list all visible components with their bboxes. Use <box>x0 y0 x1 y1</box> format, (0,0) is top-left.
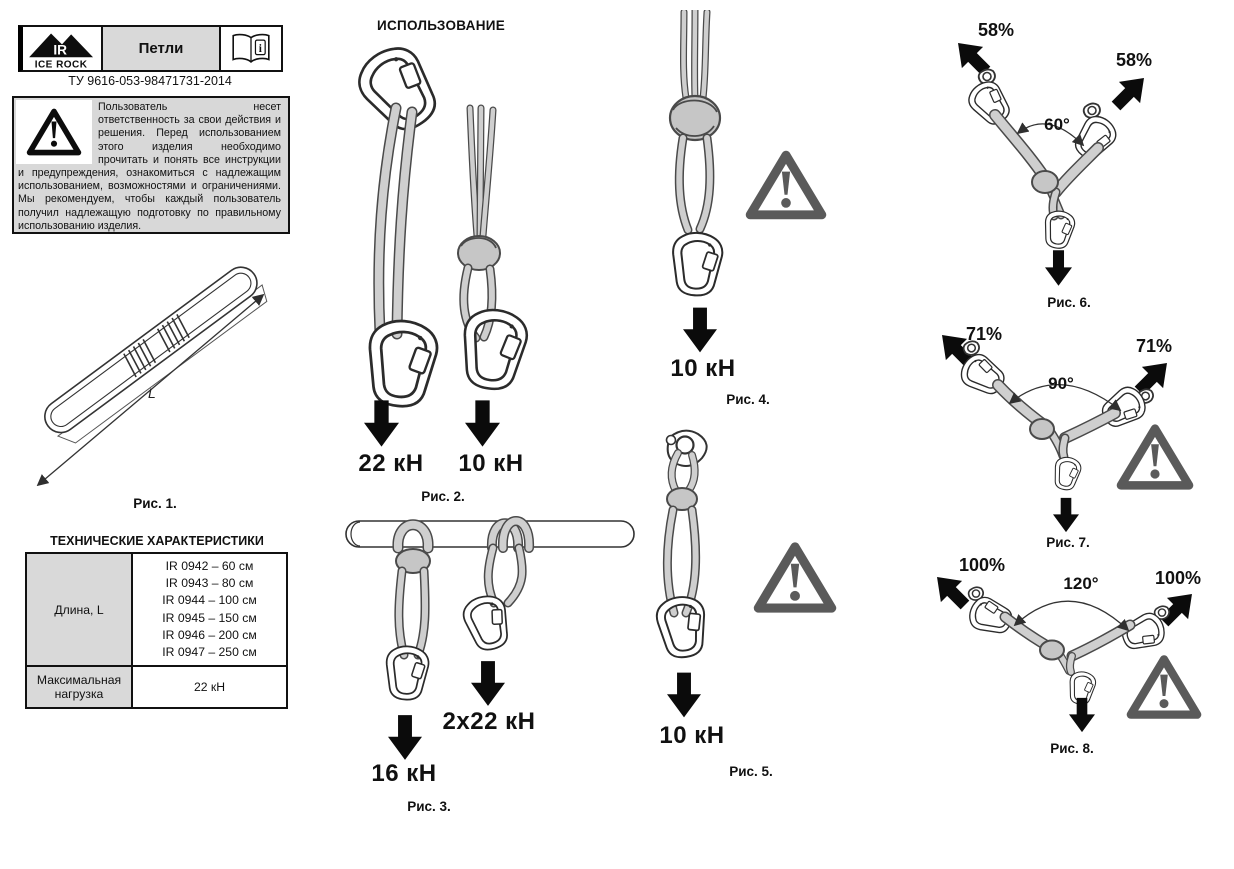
carabiner-icon <box>458 306 530 393</box>
figure8-right-pct: 100% <box>1154 568 1202 588</box>
bolt-hanger-icon <box>1084 103 1100 117</box>
warning-box <box>12 96 290 234</box>
logo-initials: IR <box>53 41 68 57</box>
figure8-caption: Рис. 8. <box>1050 741 1094 756</box>
length-label: Длина, L <box>27 554 133 665</box>
load-direction-arrow-icon <box>364 400 399 446</box>
figure2-drawing <box>340 38 550 450</box>
product-title: Петли <box>103 27 221 70</box>
carabiner-icon <box>349 38 448 141</box>
load-direction-arrow-icon <box>667 673 701 718</box>
figure1-sling-drawing <box>20 238 290 494</box>
length-value: IR 0947 – 250 см <box>162 645 257 660</box>
figure4-caption: Рис. 4. <box>726 392 770 407</box>
specs-row-length <box>27 554 286 665</box>
carabiner-icon <box>654 594 709 660</box>
length-value: IR 0943 – 80 см <box>165 576 254 591</box>
brand-logo <box>23 27 103 70</box>
length-value: IR 0944 – 100 см <box>162 593 257 608</box>
specs-table <box>25 552 288 709</box>
figure4-load: 10 кН <box>670 355 736 382</box>
standard-code: ТУ 9616-053-98471731-2014 <box>68 74 232 88</box>
max-load-label: Максимальная нагрузка <box>27 667 133 707</box>
carabiner-icon <box>384 645 430 701</box>
overhand-knot <box>670 96 720 140</box>
knot <box>1040 641 1064 660</box>
length-values <box>133 554 286 665</box>
warning-triangle-gray-icon <box>1131 659 1197 714</box>
figure6-left-pct: 58% <box>977 20 1015 40</box>
length-value: IR 0942 – 60 см <box>165 559 254 573</box>
usage-title: ИСПОЛЬЗОВАНИЕ <box>376 18 506 33</box>
figure7-right-pct: 71% <box>1135 336 1173 356</box>
figure5-caption: Рис. 5. <box>729 764 773 779</box>
figure2-caption: Рис. 2. <box>421 489 465 504</box>
manual-reference-cell <box>221 27 281 70</box>
length-value: IR 0946 – 200 см <box>162 627 257 642</box>
load-direction-arrow-icon <box>388 715 422 760</box>
ice-rock-mountain-logo-icon <box>26 28 98 70</box>
warning-text: Пользователь несет ответственность за свои действия и решения. Перед использованием этого изделия необходимо прочитать и понять все инструкции и предупреждения, ознакомиться с надлежащим использованием, возможностями и ограничениями. Мы рекомендуем, чтобы каждый пользователь получил надлежащую подготовку по правильному использованию изделия. <box>18 101 281 232</box>
carabiner-icon <box>1051 455 1083 492</box>
figure7-caption: Рис. 7. <box>1046 535 1090 550</box>
knot <box>458 236 500 270</box>
carabiner-icon <box>670 231 723 297</box>
figure7-drawing <box>930 325 1230 550</box>
figure3-load-left: 16 кН <box>371 760 437 787</box>
knot <box>1030 419 1054 439</box>
length-value: IR 0945 – 150 см <box>162 610 257 625</box>
load-direction-arrow-icon <box>471 661 505 706</box>
open-book-info-icon <box>228 32 274 66</box>
specs-title: ТЕХНИЧЕСКИЕ ХАРАКТЕРИСТИКИ <box>50 534 264 548</box>
load-direction-arrow-icon <box>1045 250 1072 286</box>
figure3-load-right: 2x22 кН <box>442 708 536 735</box>
warning-triangle-gray-icon <box>758 547 831 608</box>
carabiner-icon <box>364 318 440 410</box>
figure1-caption: Рис. 1. <box>133 496 177 511</box>
figure5-load: 10 кН <box>659 722 725 749</box>
figure8-left-pct: 100% <box>958 555 1006 575</box>
figure6-right-pct: 58% <box>1115 50 1153 70</box>
figure6-drawing <box>935 15 1225 310</box>
warning-triangle-gray-icon <box>1121 429 1189 486</box>
warning-triangle-gray-icon <box>750 155 822 215</box>
figure2-load-right: 10 кН <box>458 450 524 477</box>
warning-triangle-black-icon <box>16 100 92 164</box>
load-direction-arrow-icon <box>465 400 500 446</box>
figure8-angle: 120° <box>1063 574 1099 593</box>
dimension-label: L <box>148 385 156 401</box>
knot <box>1032 171 1058 193</box>
load-direction-arrow-icon <box>1105 67 1154 116</box>
angle-arc <box>1015 601 1128 630</box>
info-letter: i <box>258 42 262 55</box>
specs-row-maxload <box>27 665 286 707</box>
figure3-caption: Рис. 3. <box>407 799 451 814</box>
figure5-drawing <box>640 425 880 725</box>
figure7-left-pct: 71% <box>965 324 1003 344</box>
figure6-caption: Рис. 6. <box>1047 295 1091 310</box>
header-block <box>18 25 283 72</box>
figure6-angle: 60° <box>1044 115 1070 134</box>
logo-brand-text: ICE ROCK <box>34 58 88 70</box>
figure7-angle: 90° <box>1048 374 1074 393</box>
load-direction-arrow-icon <box>1069 698 1095 732</box>
figure4-drawing <box>640 10 880 360</box>
max-load-value: 22 кН <box>193 680 226 695</box>
carabiner-icon <box>1041 209 1076 251</box>
load-direction-arrow-icon <box>1053 498 1079 532</box>
load-direction-arrow-icon <box>683 308 717 353</box>
figure2-load-left: 22 кН <box>358 450 424 477</box>
